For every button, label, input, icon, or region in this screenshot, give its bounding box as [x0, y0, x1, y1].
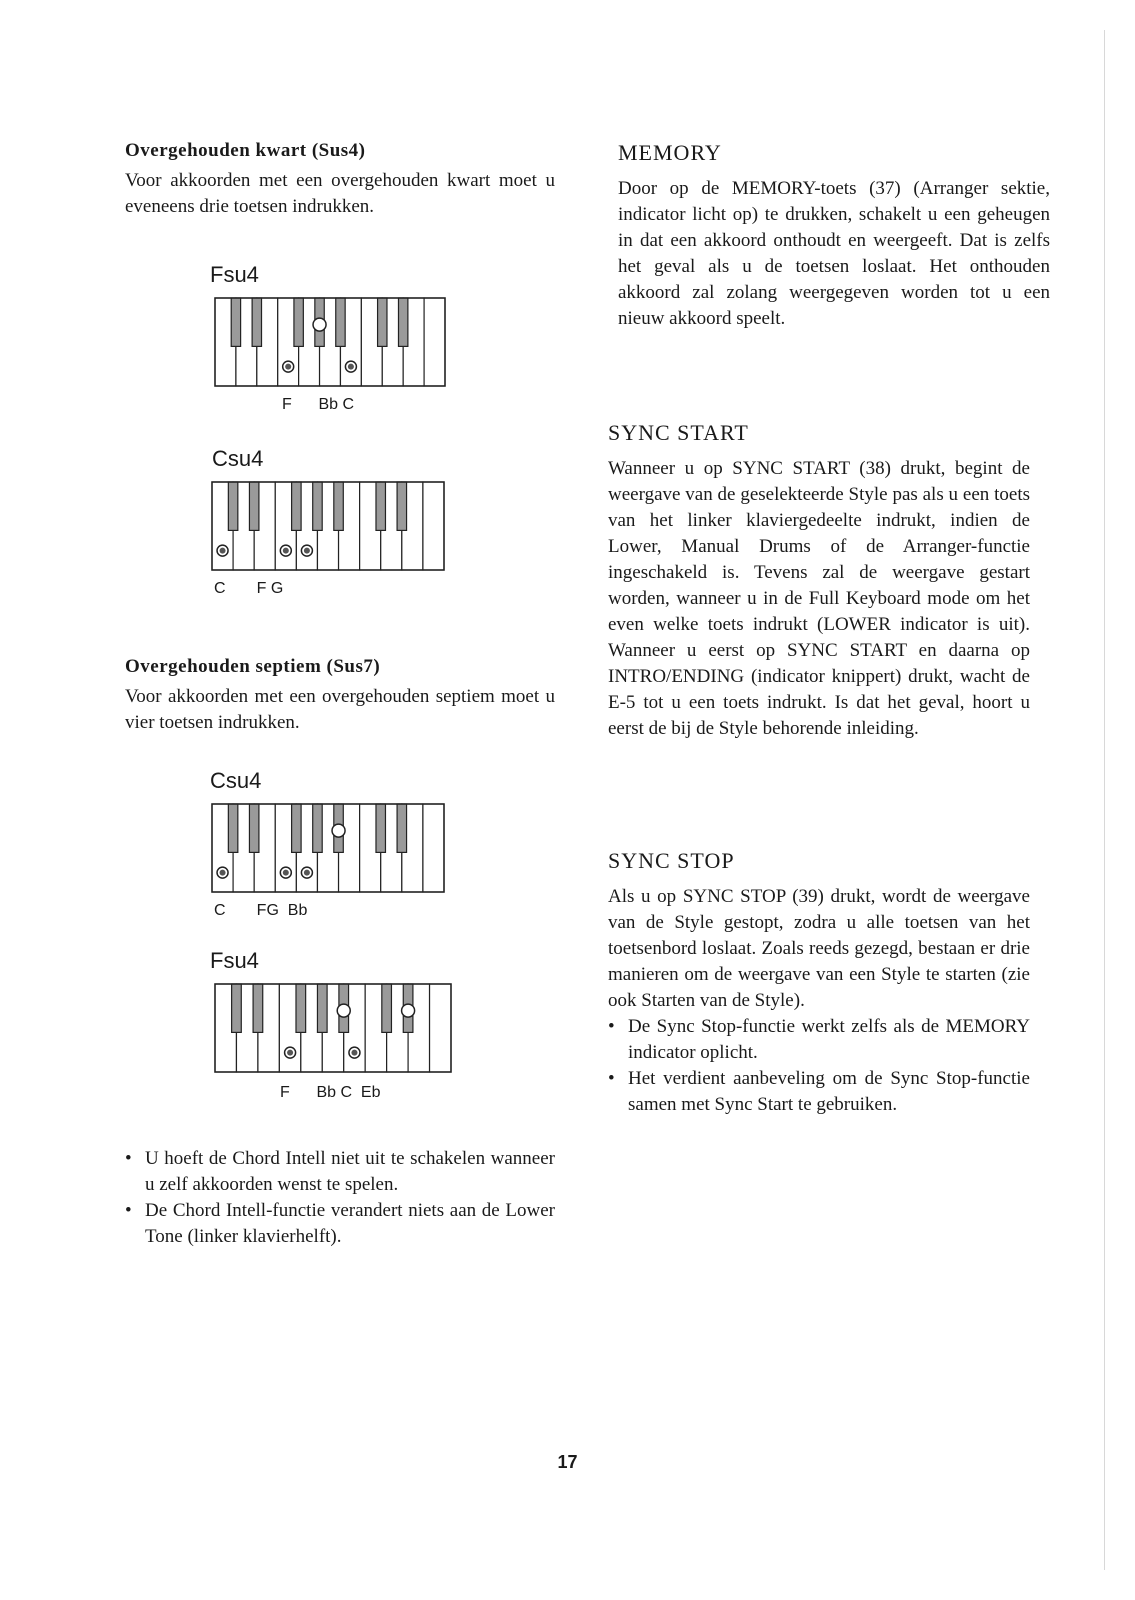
white-key [423, 482, 444, 570]
black-key [398, 298, 407, 346]
chord-name: Fsu4 [210, 262, 259, 287]
black-key [382, 984, 392, 1032]
black-key [313, 804, 322, 852]
left-bullet-item: • De Chord Intell-functie verandert niets aan de Lower Tone (linker klavierhelft). [125, 1198, 555, 1250]
note-labels: C FG Bb [214, 902, 308, 919]
pressed-key-dot-center [283, 548, 289, 554]
black-key [232, 984, 242, 1032]
memory-heading: MEMORY [618, 140, 722, 165]
pressed-key-dot-center [285, 364, 291, 370]
keyboard-diagram [210, 480, 446, 572]
sus7-heading: Overgehouden septiem (Sus7) [125, 656, 381, 677]
note-labels: F Bb C [282, 396, 355, 413]
black-key [336, 298, 345, 346]
black-key [252, 298, 261, 346]
left-bullet-item: • U hoeft de Chord Intell niet uit te schakelen wanneer u zelf akkoorden wenst te spelen. [125, 1146, 555, 1198]
sus4-heading: Overgehouden kwart (Sus4) [125, 140, 366, 161]
pressed-key-dot-center [351, 1050, 357, 1056]
black-key [397, 804, 406, 852]
right-column [618, 140, 1050, 332]
sync-stop-bullet: • De Sync Stop-functie werkt zelfs als de MEMORY indicator oplicht. [608, 1014, 1030, 1066]
memory-text: Door op de MEMORY-toets (37) (Arranger sektie, indicator licht op) te drukken, schakelt u een geheugen in dat een akkoord onthoudt en weergeeft. Dat is zelfs het geval als u de toetsen loslaat. Het onthouden akkoord zal zolang weergegeven worden tot u een nieuw akkoord speelt. [618, 178, 1050, 329]
pressed-key-dot-center [220, 870, 226, 876]
pressed-black-key-dot [337, 1004, 350, 1017]
black-key [231, 298, 240, 346]
sus4-text: Voor akkoorden met een overgehouden kwart moet u eveneens drie toetsen indrukken. [125, 170, 555, 217]
sus7-section [125, 656, 555, 736]
pressed-black-key-dot [332, 824, 345, 837]
note-labels: F Bb C Eb [280, 1084, 381, 1101]
black-key [376, 482, 385, 530]
sync-stop-bullet: • Het verdient aanbeveling om de Sync Stop-functie samen met Sync Start te gebruiken. [608, 1066, 1030, 1118]
black-key [292, 804, 301, 852]
chord-name: Csu4 [212, 446, 264, 471]
page-edge-line [1104, 30, 1105, 1570]
left-bullets [125, 1146, 555, 1250]
black-key [228, 804, 237, 852]
black-key [317, 984, 327, 1032]
pressed-key-dot-center [348, 364, 354, 370]
sync-stop-section [608, 848, 1030, 1118]
sync-stop-heading: SYNC STOP [608, 848, 735, 873]
pressed-key-dot-center [283, 870, 289, 876]
sync-start-heading: SYNC START [608, 420, 749, 445]
note-labels: C F G [214, 580, 284, 597]
chord-name: Csu4 [210, 768, 262, 793]
black-key [296, 984, 306, 1032]
page-number: 17 [557, 1452, 578, 1472]
sync-start-section [608, 420, 1030, 742]
keyboard-diagram [213, 982, 453, 1074]
left-column [125, 140, 555, 220]
keyboard-diagram [210, 802, 446, 894]
pressed-black-key-dot [313, 318, 326, 331]
keyboard-diagram [213, 296, 447, 388]
black-key [397, 482, 406, 530]
pressed-key-dot-center [304, 548, 310, 554]
black-key [249, 804, 258, 852]
black-key [249, 482, 258, 530]
black-key [334, 482, 343, 530]
black-key [376, 804, 385, 852]
white-key [423, 804, 444, 892]
black-key [228, 482, 237, 530]
sync-stop-text: Als u op SYNC STOP (39) drukt, wordt de weergave van de Style gestopt, zodra u alle toetsen van het toetsenbord loslaat. Zoals reeds gezegd, bestaan er drie manieren om de weergave van een Style te starten (zie ook Starten van de Style). [608, 886, 1030, 1011]
white-key [430, 984, 451, 1072]
black-key [313, 482, 322, 530]
black-key [292, 482, 301, 530]
pressed-key-dot-center [304, 870, 310, 876]
sus7-text: Voor akkoorden met een overgehouden septiem moet u vier toetsen indrukken. [125, 686, 555, 733]
white-key [424, 298, 445, 386]
pressed-key-dot-center [287, 1050, 293, 1056]
chord-name: Fsu4 [210, 948, 259, 973]
pressed-black-key-dot [402, 1004, 415, 1017]
sync-start-text: Wanneer u op SYNC START (38) drukt, begint de weergave van de geselekteerde Style pas als u een toets van het linker klaviergedeelte indrukt, indien de Lower, Manual Drums of de Arranger-functie ingeschakeld is. Tevens zal de weergave gestart worden, wanneer u in de Full Keyboard mode om het even welke toets indrukt (LOWER indicator is uit). Wanneer u eerst op SYNC START en daarna op INTRO/ENDING (indicator knippert) drukt, wacht de E-5 tot u een toets indrukt. Is dat het geval, hoort u eerst de bij de Style behorende inleiding. [608, 458, 1030, 739]
pressed-key-dot-center [220, 548, 226, 554]
black-key [253, 984, 263, 1032]
black-key [378, 298, 387, 346]
black-key [294, 298, 303, 346]
